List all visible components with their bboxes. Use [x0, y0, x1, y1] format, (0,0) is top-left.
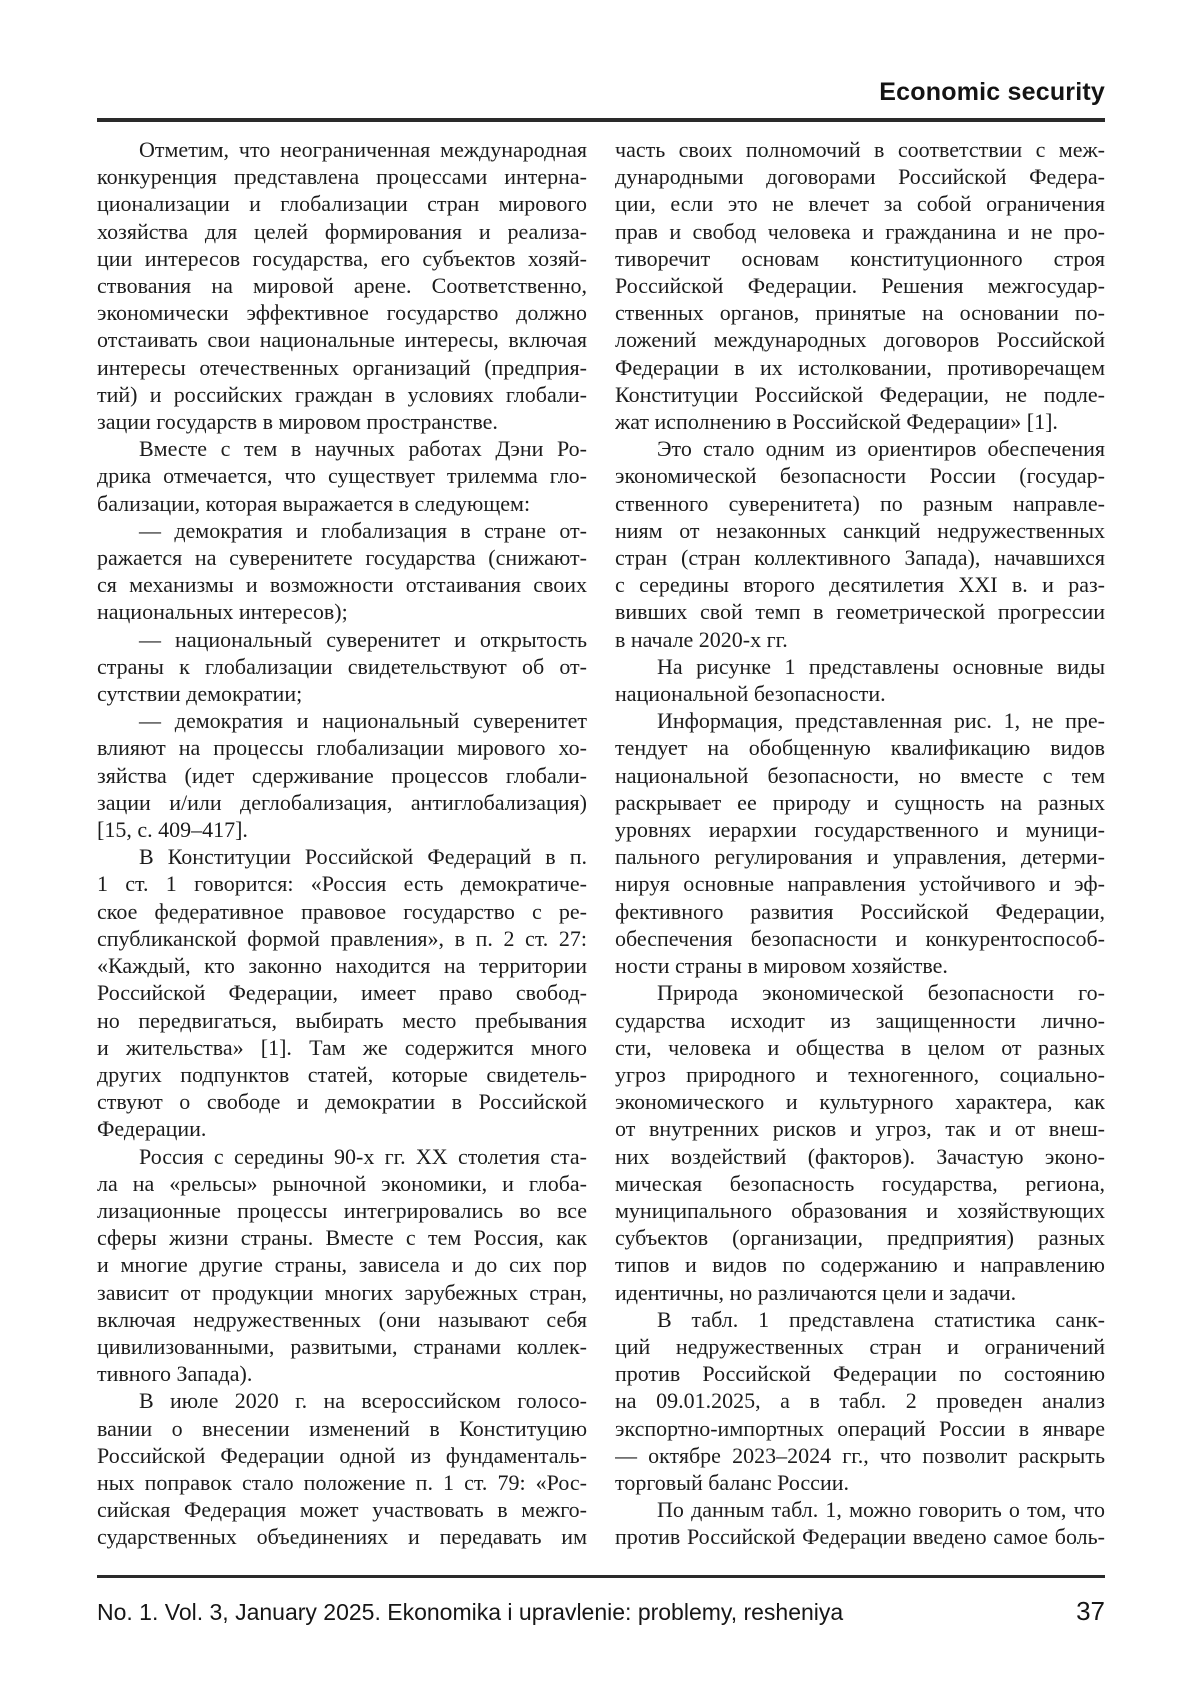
text-line: тий) и российских граждан в условиях глобали- — [97, 381, 587, 407]
running-head: Economic security — [879, 78, 1105, 106]
paragraph — [615, 136, 1105, 435]
journal-citation: No. 1. Vol. 3, January 2025. Ekonomika i upravlenie: problemy, resheniya — [97, 1599, 844, 1625]
text-line: национальной безопасности. — [615, 681, 886, 707]
paragraph — [97, 626, 587, 708]
text-line: обеспечения безопасности и конкурентоспособ- — [615, 925, 1105, 951]
text-line: идентичны, но различаются цели и задачи. — [615, 1279, 1017, 1305]
text-line: ственных органов, принятые на основании по- — [615, 300, 1105, 326]
paragraph — [97, 1143, 587, 1388]
text-line: ствования на мировой арене. Соответственно, — [97, 273, 587, 299]
text-line: спубликанской формой правления», в п. 2 ст. 27: — [97, 925, 587, 951]
text-line: интересы отечественных организаций (предприя- — [97, 354, 587, 380]
paragraph — [97, 707, 587, 843]
text-line: тендует на обобщенную квалификацию видов — [615, 735, 1105, 761]
text-line: национальных интересов); — [97, 599, 348, 625]
text-line: от внутренних рисков и угроз, так и от внеш- — [615, 1116, 1105, 1142]
text-line: жат исполнению в Российской Федерации» [1]. — [615, 409, 1058, 435]
text-line: — национальный суверенитет и открытость — [139, 626, 587, 652]
paragraph — [615, 1306, 1105, 1496]
article-body — [97, 136, 1105, 1551]
text-line: На рисунке 1 представлены основные виды — [657, 653, 1105, 679]
text-line: бализации, которая выражается в следующем: — [97, 490, 531, 516]
text-line: Российской Федерации одной из фундаменталь- — [97, 1442, 587, 1468]
text-line: — демократия и национальный суверенитет — [139, 708, 587, 734]
paragraph — [615, 435, 1105, 653]
text-line: них воздействий (факторов). Зачастую эконо- — [615, 1143, 1105, 1169]
paragraph — [615, 1496, 1105, 1550]
text-line: мическая безопасность государства, региона, — [615, 1170, 1105, 1196]
text-line: ниям от незаконных санкций недружественных — [615, 517, 1105, 543]
text-line: национальной безопасности, но вместе с тем — [615, 762, 1105, 788]
text-line: прав и свобод человека и гражданина и не про- — [615, 218, 1105, 244]
header-rule — [97, 118, 1105, 122]
text-line: 1 ст. 1 говорится: «Россия есть демократиче- — [97, 871, 587, 897]
text-line: По данным табл. 1, можно говорить о том, что — [657, 1497, 1105, 1523]
text-column-right — [615, 136, 1105, 1551]
text-line: В Конституции Российской Федераций в п. — [139, 844, 587, 870]
text-line: стран (стран коллективного Запада), начавшихся — [615, 545, 1105, 571]
text-line: Конституции Российской Федерации, не подле- — [615, 381, 1105, 407]
text-line: зации государств в мировом пространстве. — [97, 409, 498, 435]
text-line: часть своих полномочий в соответствии с меж- — [615, 137, 1105, 162]
text-line: ционализации и глобализации стран мирового — [97, 191, 587, 217]
text-line: экспортно-импортных операций России в январе — [615, 1415, 1105, 1441]
text-line: ражается на суверенитете государства (снижают- — [97, 545, 587, 571]
text-line: Российской Федерации. Решения межгосудар- — [615, 273, 1105, 299]
text-line: В табл. 1 представлена статистика санк- — [657, 1306, 1105, 1332]
text-line: В июле 2020 г. на всероссийском голосо- — [139, 1388, 587, 1414]
paragraph — [97, 136, 587, 435]
paragraph — [97, 435, 587, 517]
text-line: муниципального образования и хозяйствующих — [615, 1197, 1105, 1223]
text-line: типов и видов по содержанию и направлению — [615, 1252, 1105, 1278]
paragraph — [615, 979, 1105, 1305]
text-line: экономически эффективное государство должно — [97, 300, 587, 326]
text-line: [15, с. 409–417]. — [97, 817, 248, 843]
text-line: страны к глобализации свидетельствуют об от- — [97, 653, 587, 679]
text-line: но передвигаться, выбирать место пребывания — [97, 1007, 587, 1033]
text-line: ся механизмы и возможности отстаивания своих — [97, 572, 587, 598]
text-line: сти, человека и общества в целом от разных — [615, 1034, 1105, 1060]
text-line: дрика отмечается, что существует трилемма гло- — [97, 463, 587, 489]
text-line: конкуренция представлена процессами интерна- — [97, 164, 587, 190]
paragraph — [615, 653, 1105, 707]
text-line: ствуют о свободе и демократии в Российской — [97, 1089, 587, 1115]
text-line: других подпунктов статей, которые свидетель- — [97, 1061, 587, 1087]
text-line: Федерации в их истолковании, противоречащем — [615, 354, 1105, 380]
text-line: влияют на процессы глобализации мирового хо- — [97, 735, 587, 761]
text-line: на 09.01.2025, а в табл. 2 проведен анализ — [615, 1388, 1105, 1414]
text-line: «Каждый, кто законно находится на территории — [97, 953, 587, 979]
text-line: ции интересов государства, его субъектов хозяй- — [97, 245, 587, 271]
page-footer — [97, 1596, 1105, 1627]
text-line: цивилизованными, развитыми, странами коллек- — [97, 1333, 587, 1359]
paragraph — [615, 707, 1105, 979]
text-line: Российской Федерации, имеет право свобод- — [97, 980, 587, 1006]
paragraph — [97, 1387, 587, 1550]
text-line: Информация, представленная рис. 1, не пре- — [657, 708, 1105, 734]
text-line: и многие другие страны, зависела и до сих пор — [97, 1252, 587, 1278]
text-line: дународными договорами Российской Федера- — [615, 164, 1105, 190]
text-column-left — [97, 136, 587, 1551]
text-line: сутствии демократии; — [97, 681, 303, 707]
text-line: против Российской Федерации введено самое боль- — [615, 1524, 1105, 1550]
paragraph — [97, 843, 587, 1142]
text-line: угроз природного и техногенного, социально- — [615, 1061, 1105, 1087]
text-line: торговый баланс России. — [615, 1469, 849, 1495]
text-line: Вместе с тем в научных работах Дэни Ро- — [139, 436, 587, 462]
text-line: раскрывает ее природу и сущность на разных — [615, 789, 1105, 815]
text-line: фективного развития Российской Федерации, — [615, 898, 1105, 924]
text-line: ных поправок стало положение п. 1 ст. 79: «Рос- — [97, 1469, 587, 1495]
text-line: — октябре 2023–2024 гг., что позволит раскрыть — [615, 1442, 1105, 1468]
text-line: и жительства» [1]. Там же содержится много — [97, 1034, 587, 1060]
paragraph — [97, 517, 587, 626]
text-line: пального регулирования и управления, детерми- — [615, 844, 1105, 870]
text-line: Это стало одним из ориентиров обеспечения — [657, 436, 1105, 462]
text-line: экономического и культурного характера, как — [615, 1089, 1105, 1115]
text-line: ложений международных договоров Российской — [615, 327, 1105, 353]
text-line: Отметим, что неограниченная международная — [139, 137, 587, 162]
text-line: сударственных объединениях и передавать им — [97, 1524, 587, 1550]
text-line: зависит от продукции многих зарубежных стран, — [97, 1279, 587, 1305]
text-line: ственного суверенитета) по разным направле- — [615, 490, 1105, 516]
page-number: 37 — [1076, 1596, 1105, 1626]
text-line: зации и/или деглобализация, антиглобализация) — [97, 789, 587, 815]
text-line: уровнях иерархии государственного и муници- — [615, 817, 1105, 843]
text-line: тиворечит основам конституционного строя — [615, 245, 1105, 271]
text-line: в начале 2020-х гг. — [615, 626, 788, 652]
text-line: сударства исходит из защищенности лично- — [615, 1007, 1105, 1033]
text-line: ла на «рельсы» рыночной экономики, и глоба- — [97, 1170, 587, 1196]
text-line: субъектов (организации, предприятия) разных — [615, 1225, 1105, 1251]
text-line: включая недружественных (они называют себя — [97, 1306, 587, 1332]
text-line: Россия с середины 90-х гг. XX столетия ста- — [139, 1143, 587, 1169]
text-line: ности страны в мировом хозяйстве. — [615, 953, 948, 979]
text-line: ское федеративное правовое государство с ре- — [97, 898, 587, 924]
text-line: хозяйства для целей формирования и реализа- — [97, 218, 587, 244]
text-line: вании о внесении изменений в Конституцию — [97, 1415, 587, 1441]
text-line: ций недружественных стран и ограничений — [615, 1333, 1105, 1359]
text-line: нируя основные направления устойчивого и эф- — [615, 871, 1105, 897]
text-line: против Российской Федерации по состоянию — [615, 1361, 1105, 1387]
text-line: Природа экономической безопасности го- — [657, 980, 1105, 1006]
text-line: зяйства (идет сдерживание процессов глобали- — [97, 762, 587, 788]
text-line: с середины второго десятилетия XXI в. и раз- — [615, 572, 1105, 598]
text-line: тивного Запада). — [97, 1361, 253, 1387]
footer-rule — [97, 1575, 1105, 1578]
text-line: сийская Федерация может участвовать в межго- — [97, 1497, 587, 1523]
text-line: вивших свой темп в геометрической прогрессии — [615, 599, 1105, 625]
text-line: лизационные процессы интегрировались во все — [97, 1197, 587, 1223]
text-line: сферы жизни страны. Вместе с тем Россия, как — [97, 1225, 587, 1251]
text-line: экономической безопасности России (государ- — [615, 463, 1105, 489]
text-line: — демократия и глобализация в стране от- — [139, 517, 587, 543]
text-line: отстаивать свои национальные интересы, включая — [97, 327, 587, 353]
text-line: Федерации. — [97, 1116, 207, 1142]
text-line: ции, если это не влечет за собой ограничения — [615, 191, 1105, 217]
